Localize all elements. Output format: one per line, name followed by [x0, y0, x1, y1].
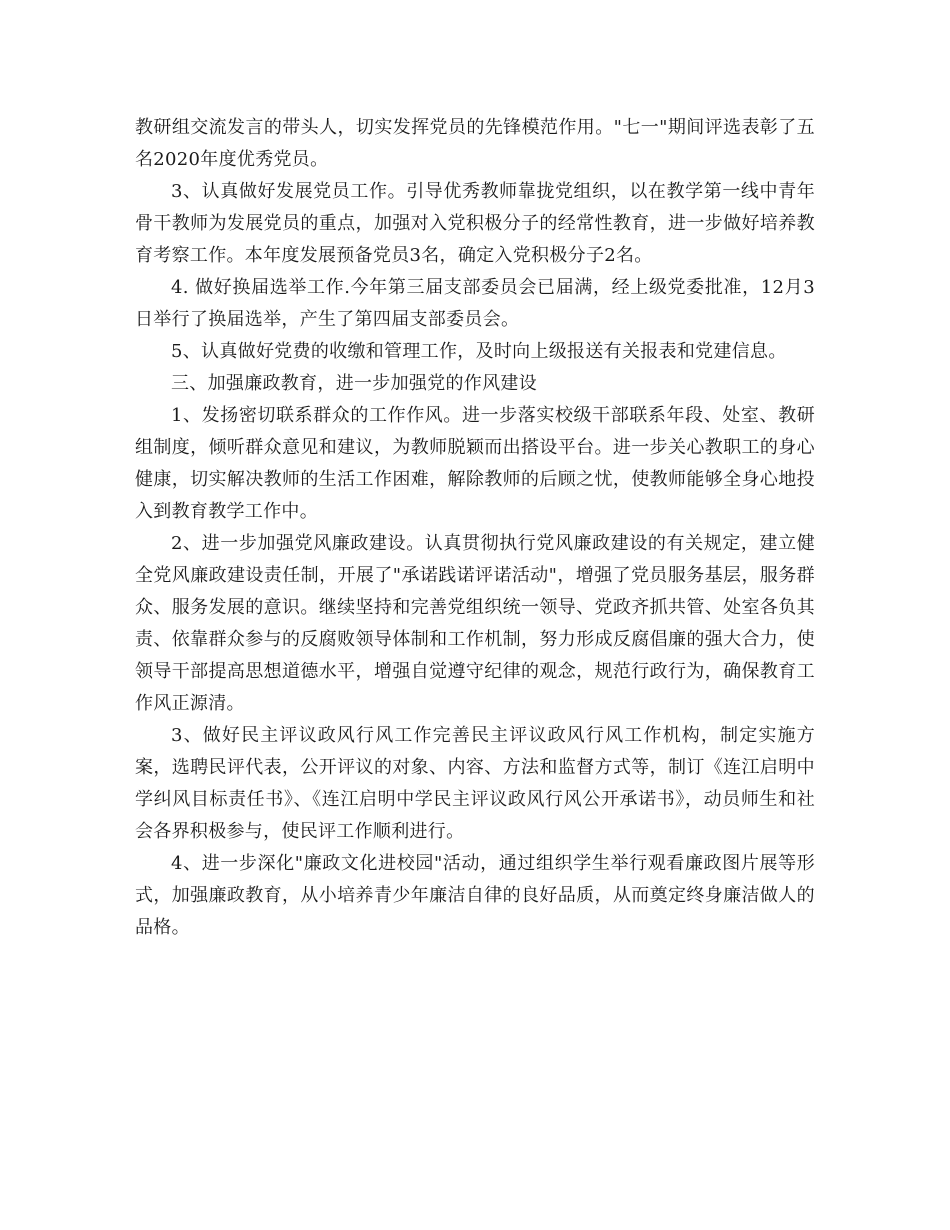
- paragraph-election: 4. 做好换届选举工作.今年第三届支部委员会已届满，经上级党委批准，12月3日举行了换届选举，产生了第四届支部委员会。: [135, 277, 815, 330]
- paragraph-democratic-evaluation: 3、做好民主评议政风行风工作完善民主评议政风行风工作机构，制定实施方案，选聘民评代表，公开评议的对象、内容、方法和监督方式等，制订《连江启明中学纠风目标责任书》、《连江启明中学民主评议政风行风公开承诺书》，动员师生和社会各界积极参与，使民评工作顺利进行。: [135, 725, 815, 842]
- document-body: [135, 112, 815, 944]
- paragraph-integrity-culture-campus: 4、进一步深化"廉政文化进校园"活动，通过组织学生举行观看廉政图片展等形式，加强廉政教育，从小培养青少年廉洁自律的良好品质，从而奠定终身廉洁做人的品格。: [135, 853, 815, 938]
- paragraph-party-dues: 5、认真做好党费的收缴和管理工作，及时向上级报送有关报表和党建信息。: [171, 341, 787, 362]
- paragraph-clean-government: 2、进一步加强党风廉政建设。认真贯彻执行党风廉政建设的有关规定，建立健全党风廉政建设责任制，开展了"承诺践诺评诺活动"，增强了党员服务基层，服务群众、服务发展的意识。继续坚持和完善党组织统一领导、党政齐抓共管、处室各负其责、依靠群众参与的反腐败领导体制和工作机制，努力形成反腐倡廉的强大合力，使领导干部提高思想道德水平，增强自觉遵守纪律的观念，规范行政行为，确保教育工作风正源清。: [135, 533, 815, 714]
- section-heading-integrity-education: 三、加强廉政教育，进一步加强党的作风建设: [171, 373, 537, 394]
- paragraph-continuation: 教研组交流发言的带头人，切实发挥党员的先锋模范作用。"七一"期间评选表彰了五名2020年度优秀党员。: [135, 117, 815, 170]
- paragraph-party-member-development: 3、认真做好发展党员工作。引导优秀教师靠拢党组织，以在教学第一线中青年骨干教师为发展党员的重点，加强对入党积极分子的经常性教育，进一步做好培养教育考察工作。本年度发展预备党员3名，确定入党积极分子2名。: [135, 181, 815, 266]
- paragraph-mass-connection: 1、发扬密切联系群众的工作作风。进一步落实校级干部联系年段、处室、教研组制度，倾听群众意见和建议，为教师脱颖而出搭设平台。进一步关心教职工的身心健康，切实解决教师的生活工作困难，解除教师的后顾之忧，使教师能够全身心地投入到教育教学工作中。: [135, 405, 815, 522]
